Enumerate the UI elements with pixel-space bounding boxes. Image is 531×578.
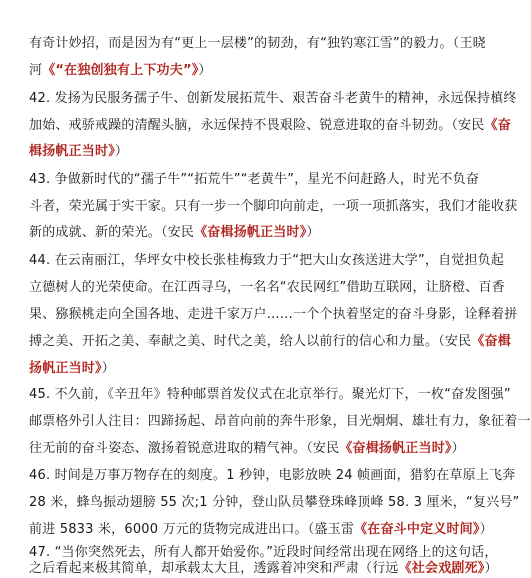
text-line: 果、猕猴桃走向全国各地、走进千家万户……一个个执着坚定的奋斗身影，诠释着拼 bbox=[29, 307, 518, 322]
text-line: 河《“在独创独有上下功夫”》） bbox=[29, 63, 212, 78]
text-line: 42. 发扬为民服务孺子牛、创新发展拓荒牛、艰苦奋斗老黄牛的精神，永远保持槙终 bbox=[29, 91, 517, 106]
text-line: 搏之美、开拓之美、奉献之美、时代之美，给人以前行的信心和力量。（安民《奋楫 bbox=[29, 334, 511, 349]
text-line: 47. “当你突然死去，所有人都开始爱你。”近段时间经常出现在网络上的这句话， bbox=[29, 545, 498, 560]
text-line: 斗者，荣光属于实干家。只有一步一个脚印向前走，一项一项抓落实，我们才能收获 bbox=[29, 199, 518, 214]
text-line: 扬帆正当时》） bbox=[29, 361, 115, 376]
text-line: 邮票格外引人注目：四蹄扬起、昂首向前的奔牛形象，目光炯炯、雄壮有力，象征着一 bbox=[29, 414, 531, 429]
text-line: 楫扬帆正当时》） bbox=[29, 144, 129, 159]
text-line: 45. 不久前，《辛丑年》特种邮票首发仪式在北京举行。聚光灯下，一枚“奋发图强” bbox=[29, 387, 511, 402]
text-line: 46. 时间是万事万物存在的刻度。1 秒钟，电影放映 24 帧画面，猎豹在草原上飞奔 bbox=[29, 468, 516, 483]
text-line: 立德树人的光荣使命。在江西寻乌，一名名“农民网红”借助互联网，让脐橙、百香 bbox=[29, 280, 505, 295]
text-line: 加始、戒骄戒躁的清醒头脑，永远保持不畏艰险、锐意进取的奋斗韧劲。（安民《奋 bbox=[29, 118, 511, 133]
text-line: 有奇计妙招，而是因为有“更上一层楼”的韧劲，有“独钓寒江雪”的毅力。（王晓 bbox=[29, 36, 486, 51]
text-line: 44. 在云南丽江，华坪女中校长张桂梅致力于“把大山女孩送进大学”，自觉担负起 bbox=[29, 253, 505, 268]
text-line: 往无前的奋斗姿态、激扬着锐意进取的精气神。（安民《奋楫扬帆正当时》） bbox=[29, 441, 465, 456]
text-line: 28 米，蜂鸟振动翅膀 55 次;1 分钟，登山队员攀登珠峰顶峰 58. 3 厘米，“复兴号” bbox=[29, 495, 520, 510]
text-line: 之后看起来极其简单，却承载太大且，透露着冲突和严肃（行远《社会戏剧死》） bbox=[29, 561, 498, 576]
text-line: 新的成就、新的荣光。（安民《奋楫扬帆正当时》） bbox=[29, 225, 320, 240]
text-line: 43. 争做新时代的“孺子牛”“拓荒牛”“老黄牛”，星光不问赶路人，时光不负奋 bbox=[29, 172, 480, 187]
text-line: 前进 5833 米，6000 万元的货物完成进出口。（盛玉雷《在奋斗中定义时间》） bbox=[29, 522, 493, 537]
